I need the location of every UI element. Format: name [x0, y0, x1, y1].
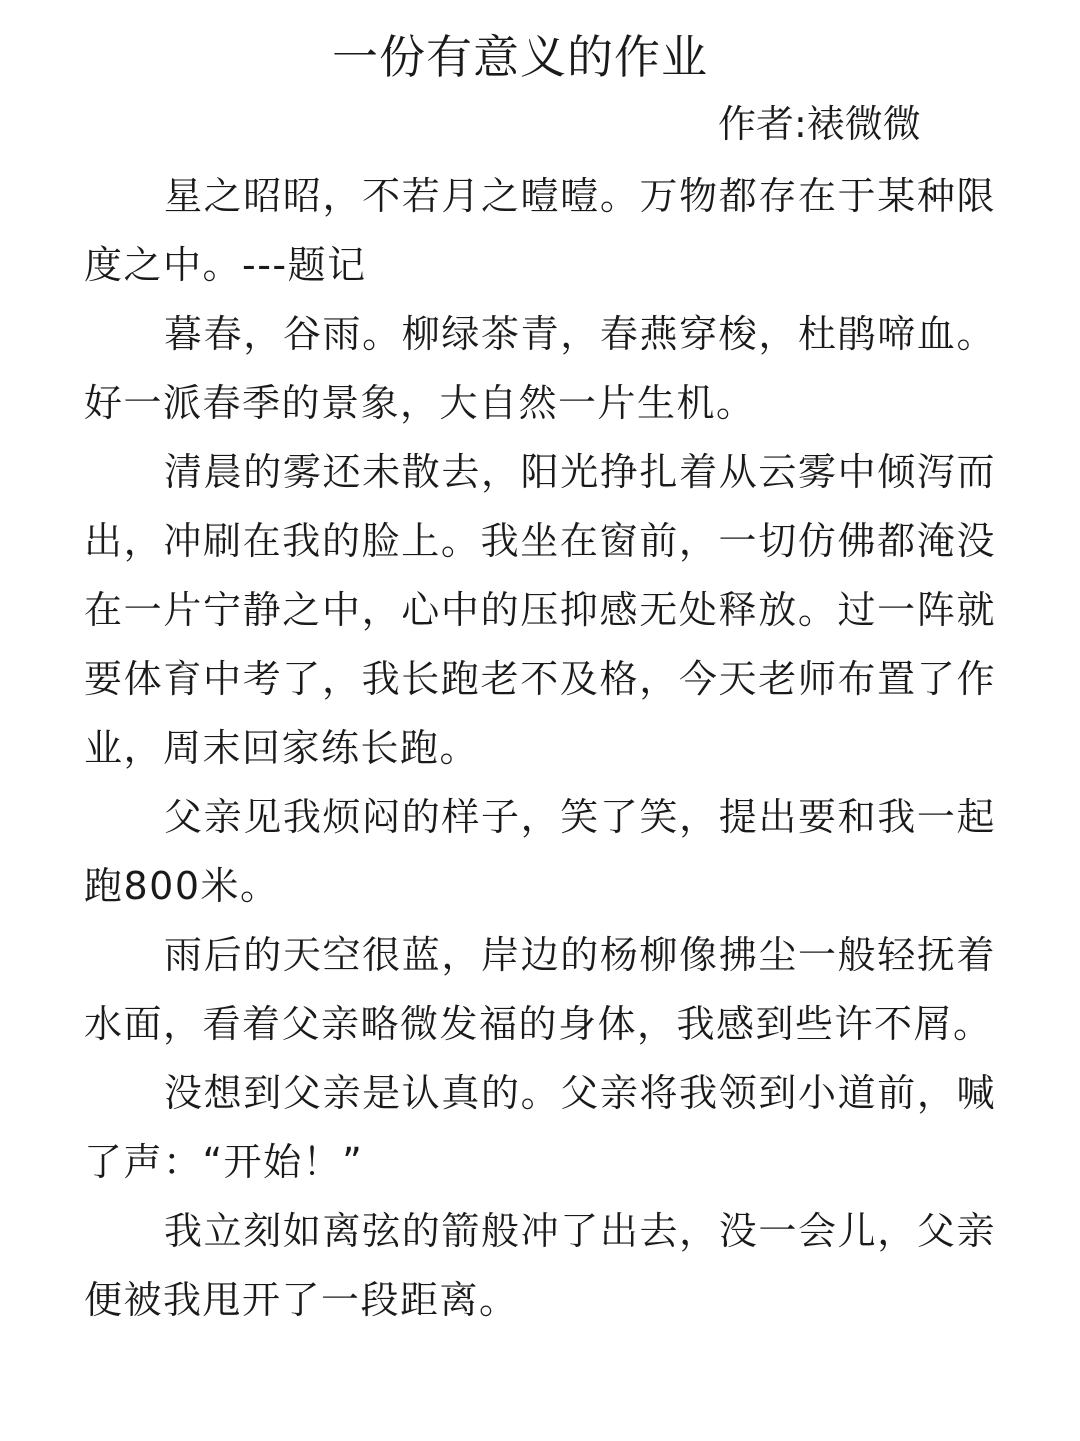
- paragraph-epigraph: 星之昭昭，不若月之曀曀。万物都存在于某种限度之中。---题记: [84, 174, 996, 287]
- document-body: [84, 162, 996, 1335]
- paragraph: 我立刻如离弦的箭般冲了出去，没一会儿，父亲便被我甩开了一段距离。: [84, 1209, 996, 1322]
- paragraph: 清晨的雾还未散去，阳光挣扎着从云雾中倾泻而出，冲刷在我的脸上。我坐在窗前，一切仿佛都淹没在一片宁静之中，心中的压抑感无处释放。过一阵就要体育中考了，我长跑老不及格，今天老师布置了作业，周末回家练长跑。: [84, 450, 996, 770]
- author-line: 作者:裱微微: [718, 102, 921, 146]
- paragraph: 父亲见我烦闷的样子，笑了笑，提出要和我一起跑800米。: [84, 795, 996, 908]
- paragraph: 暮春，谷雨。柳绿茶青，春燕穿梭，杜鹃啼血。好一派春季的景象，大自然一片生机。: [84, 312, 996, 425]
- document-title: 一份有意义的作业: [332, 30, 708, 84]
- paragraph: 雨后的天空很蓝，岸边的杨柳像拂尘一般轻抚着水面，看着父亲略微发福的身体，我感到些许不屑。: [84, 933, 996, 1046]
- paragraph: 没想到父亲是认真的。父亲将我领到小道前，喊了声：“开始！”: [84, 1071, 996, 1184]
